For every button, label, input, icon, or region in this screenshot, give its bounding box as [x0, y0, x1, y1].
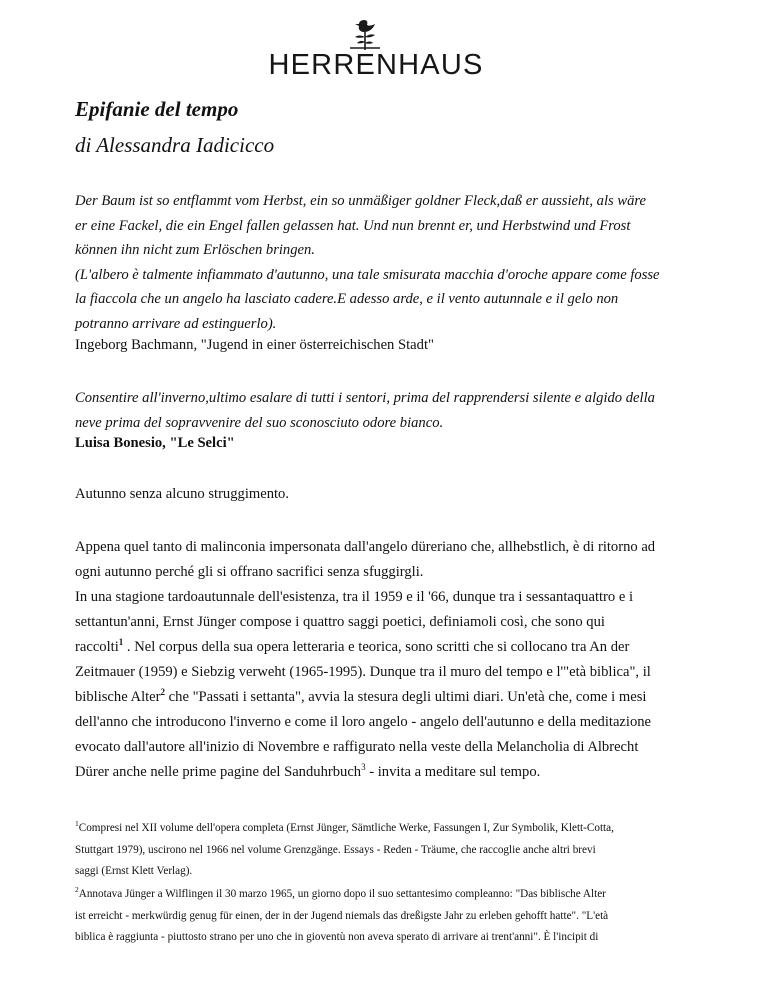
footnote-mark: 2 [75, 885, 79, 894]
article-author: di Alessandra Iadicicco [75, 133, 275, 157]
body-line [75, 685, 715, 710]
epigraph-bachmann [75, 189, 715, 357]
body-paragraph [75, 535, 715, 785]
lead-sentence [75, 482, 715, 507]
body-text: raccolti [75, 639, 119, 655]
lead-text: Autunno senza alcuno struggimento. [75, 486, 289, 502]
footnote-text: Compresi nel XII volume dell'opera completa (Ernst Jünger, Sämtliche Werke, Fassungen I, Zur Symbolik, Klett-Cotta, [78, 822, 614, 834]
body-line [75, 760, 715, 785]
footnote-ref-1[interactable]: 1 [118, 637, 124, 647]
body-text: biblische Alter [75, 689, 161, 705]
epigraph-line: können ihn nicht zum Erlöschen bringen. [75, 242, 315, 259]
epigraph-line: neve prima del sopravvenire del suo sconosciuto odore bianco. [75, 414, 444, 431]
footnote-2 [75, 884, 715, 949]
bird-on-branch-icon [342, 18, 388, 52]
body-line: Zeitmauer (1959) e Siebzig verweht (1965-1995). Dunque tra il muro del tempo e l'"età biblica", il [75, 664, 651, 680]
epigraph-source: Ingeborg Bachmann, "Jugend in einer österreichischen Stadt" [75, 336, 434, 353]
epigraph-line: la fiaccola che un angelo ha lasciato cadere.E adesso arde, e il vento autunnale e il gelo non [75, 291, 619, 308]
epigraph-line: Consentire all'inverno,ultimo esalare di tutti i sentori, prima del rapprendersi silente e algido della [75, 390, 655, 406]
footnote-line: Stuttgart 1979), uscirono nel 1966 nel volume Grenzgänge. Essays - Reden - Träume, che raccoglie anche altri brevi [75, 843, 596, 856]
logo-text: HERRENHAUS [268, 49, 484, 81]
article-title: Epifanie del tempo [75, 97, 239, 121]
epigraph-line: (L'albero è talmente infiammato d'autunno, una tale smisurata macchia d'oroche appare come fosse [75, 266, 660, 283]
footnote-line: biblica è raggiunta - piuttosto strano per uno che in gioventù non aveva sperato di arrivare ai trent'anni". È l'incipit di [75, 931, 599, 944]
body-text: . Nel corpus della sua opera letteraria e teorica, sono scritti che si collocano tra An der [123, 639, 630, 655]
footnote-line [75, 818, 715, 840]
footnote-ref-2[interactable]: 2 [160, 687, 166, 697]
body-text: Dürer anche nelle prime pagine del Sanduhrbuch [75, 764, 362, 780]
body-text: che "Passati i settanta", avvia la stesura degli ultimi diari. Un'età che, come i mesi [165, 689, 647, 705]
epigraph-source: Luisa Bonesio, "Le Selci" [75, 435, 235, 452]
footnote-line [75, 884, 715, 906]
footnote-line: saggi (Ernst Klett Verlag). [75, 865, 193, 878]
body-line: dell'anno che introducono l'inverno e come il loro angelo - angelo dell'autunno e della meditazione [75, 714, 652, 730]
body-line: In una stagione tardoautunnale dell'esistenza, tra il 1959 e il '66, dunque tra i sessantaquattro e i [75, 589, 634, 605]
epigraph-line: potranno arrivare ad estinguerlo). [75, 315, 277, 332]
epigraph-bonesio [75, 386, 715, 456]
footnote-text: Annotava Jünger a Wilflingen il 30 marzo 1965, un giorno dopo il suo settantesimo compleanno: "Das biblische Alter [78, 888, 606, 900]
body-line: Appena quel tanto di malinconia impersonata dall'angelo düreriano che, allhebstlich, è di ritorno ad [75, 539, 656, 555]
footnote-line: ist erreicht - merkwürdig genug für einen, der in der Jugend niemals das dreßigste Jahr zu erleben gehofft hatte". "L'età [75, 909, 609, 922]
body-line: ogni autunno perché gli si offrano sacrifici senza sfuggirgli. [75, 564, 424, 580]
footnote-1 [75, 818, 715, 883]
footnote-ref-3[interactable]: 3 [361, 762, 366, 772]
epigraph-line: Der Baum ist so entflammt vom Herbst, ein so unmäßiger goldner Fleck,daß er aussieht, als wäre [75, 193, 646, 209]
body-line [75, 635, 715, 660]
body-text: - invita a meditare sul tempo. [365, 764, 541, 780]
body-line: settantun'anni, Ernst Jünger compose i quattro saggi poetici, definiamoli così, che sono qui [75, 614, 605, 630]
body-line: evocato dall'autore all'inizio di Novembre e raffigurato nella veste della Melancholia di Albrecht [75, 739, 639, 755]
epigraph-line: er eine Fackel, die ein Engel fallen gelassen hat. Und nun brennt er, und Herbstwind und Frost [75, 217, 631, 234]
herrenhaus-logo[interactable] [254, 18, 498, 80]
footnote-mark: 1 [75, 819, 79, 828]
